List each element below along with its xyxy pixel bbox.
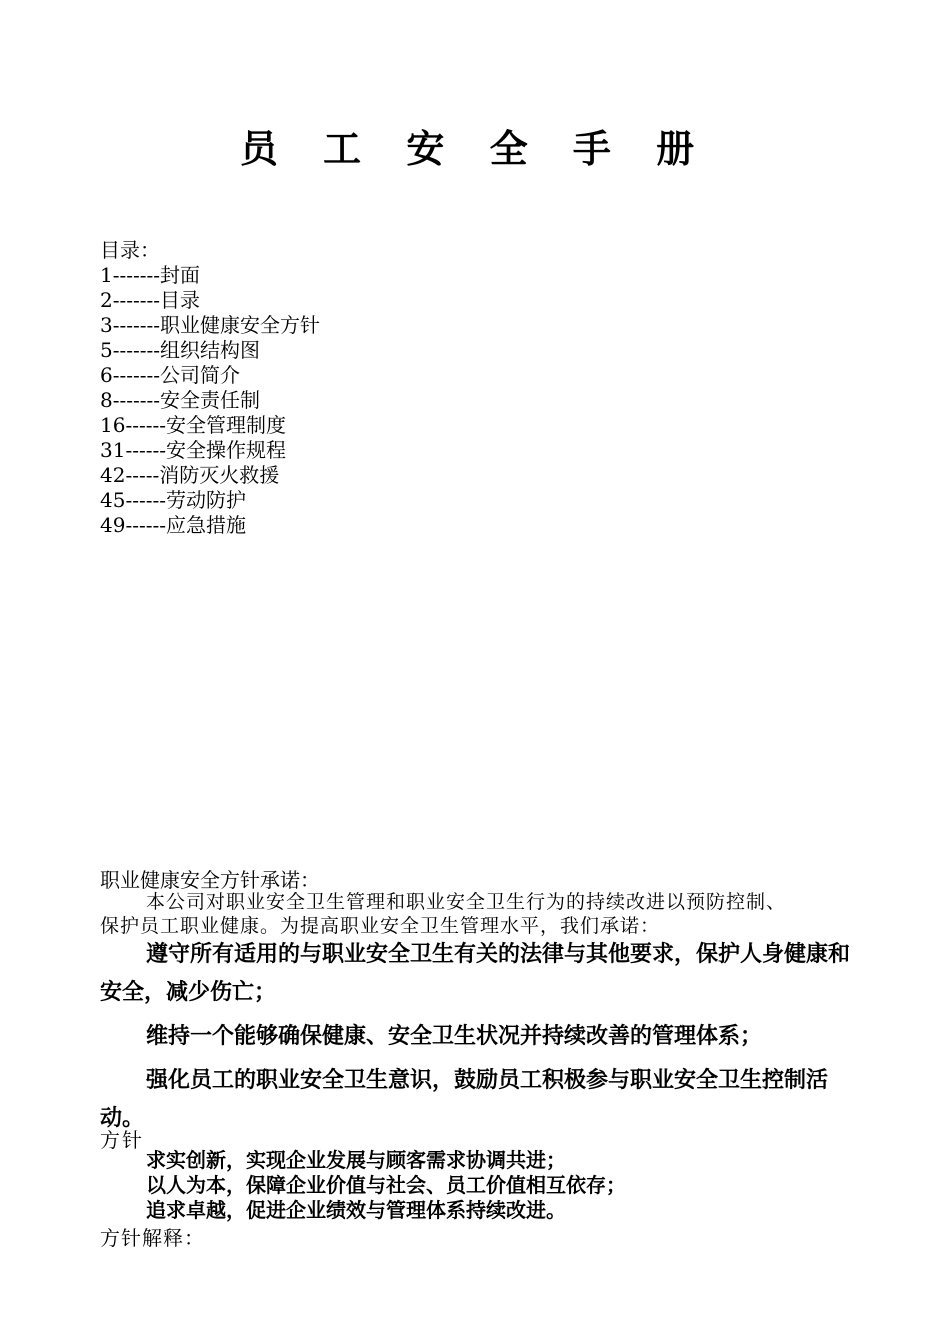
commitment-points xyxy=(100,936,860,1138)
toc-item: 49------应急措施 xyxy=(100,513,246,537)
table-of-contents xyxy=(100,238,320,538)
toc-item: 2-------目录 xyxy=(100,288,201,312)
commitment-point-1: 遵守所有适用的与职业安全卫生有关的法律与其他要求，保护人身健康和安全，减少伤亡； xyxy=(100,942,851,1005)
policy-item: 追求卓越，促进企业绩效与管理体系持续改进。 xyxy=(146,1198,566,1222)
commitment-point-3: 强化员工的职业安全卫生意识，鼓励员工积极参与职业安全卫生控制活动。 xyxy=(100,1068,829,1131)
toc-item: 5-------组织结构图 xyxy=(100,338,261,362)
toc-item: 1-------封面 xyxy=(100,263,201,287)
toc-item: 42-----消防灭火救援 xyxy=(100,463,280,487)
policy-list xyxy=(146,1148,906,1223)
toc-item: 8-------安全责任制 xyxy=(100,388,261,412)
policy-explanation-heading: 方针解释： xyxy=(100,1226,205,1250)
toc-item: 16------安全管理制度 xyxy=(100,413,286,437)
document-title: 员 工 安 全 手 册 xyxy=(239,127,711,171)
toc-item: 31------安全操作规程 xyxy=(100,438,286,462)
toc-item: 45------劳动防护 xyxy=(100,488,246,512)
toc-item: 3-------职业健康安全方针 xyxy=(100,313,321,337)
commitment-point-2: 维持一个能够确保健康、安全卫生状况并持续改善的管理体系； xyxy=(146,1024,763,1049)
intro-line-2: 保护员工职业健康。为提高职业安全卫生管理水平，我们承诺： xyxy=(100,915,661,937)
policy-item: 以人为本，保障企业价值与社会、员工价值相互依存； xyxy=(146,1173,626,1197)
commitment-heading: 职业健康安全方针承诺： xyxy=(100,868,320,892)
policy-item: 求实创新，实现企业发展与顾客需求协调共进； xyxy=(146,1148,566,1172)
intro-line-1: 本公司对职业安全卫生管理和职业安全卫生行为的持续改进以预防控制、 xyxy=(146,891,787,913)
toc-item: 6-------公司简介 xyxy=(100,363,241,387)
commitment-intro xyxy=(100,890,860,938)
policy-heading: 方针 xyxy=(100,1128,144,1152)
toc-heading: 目录： xyxy=(100,238,160,262)
